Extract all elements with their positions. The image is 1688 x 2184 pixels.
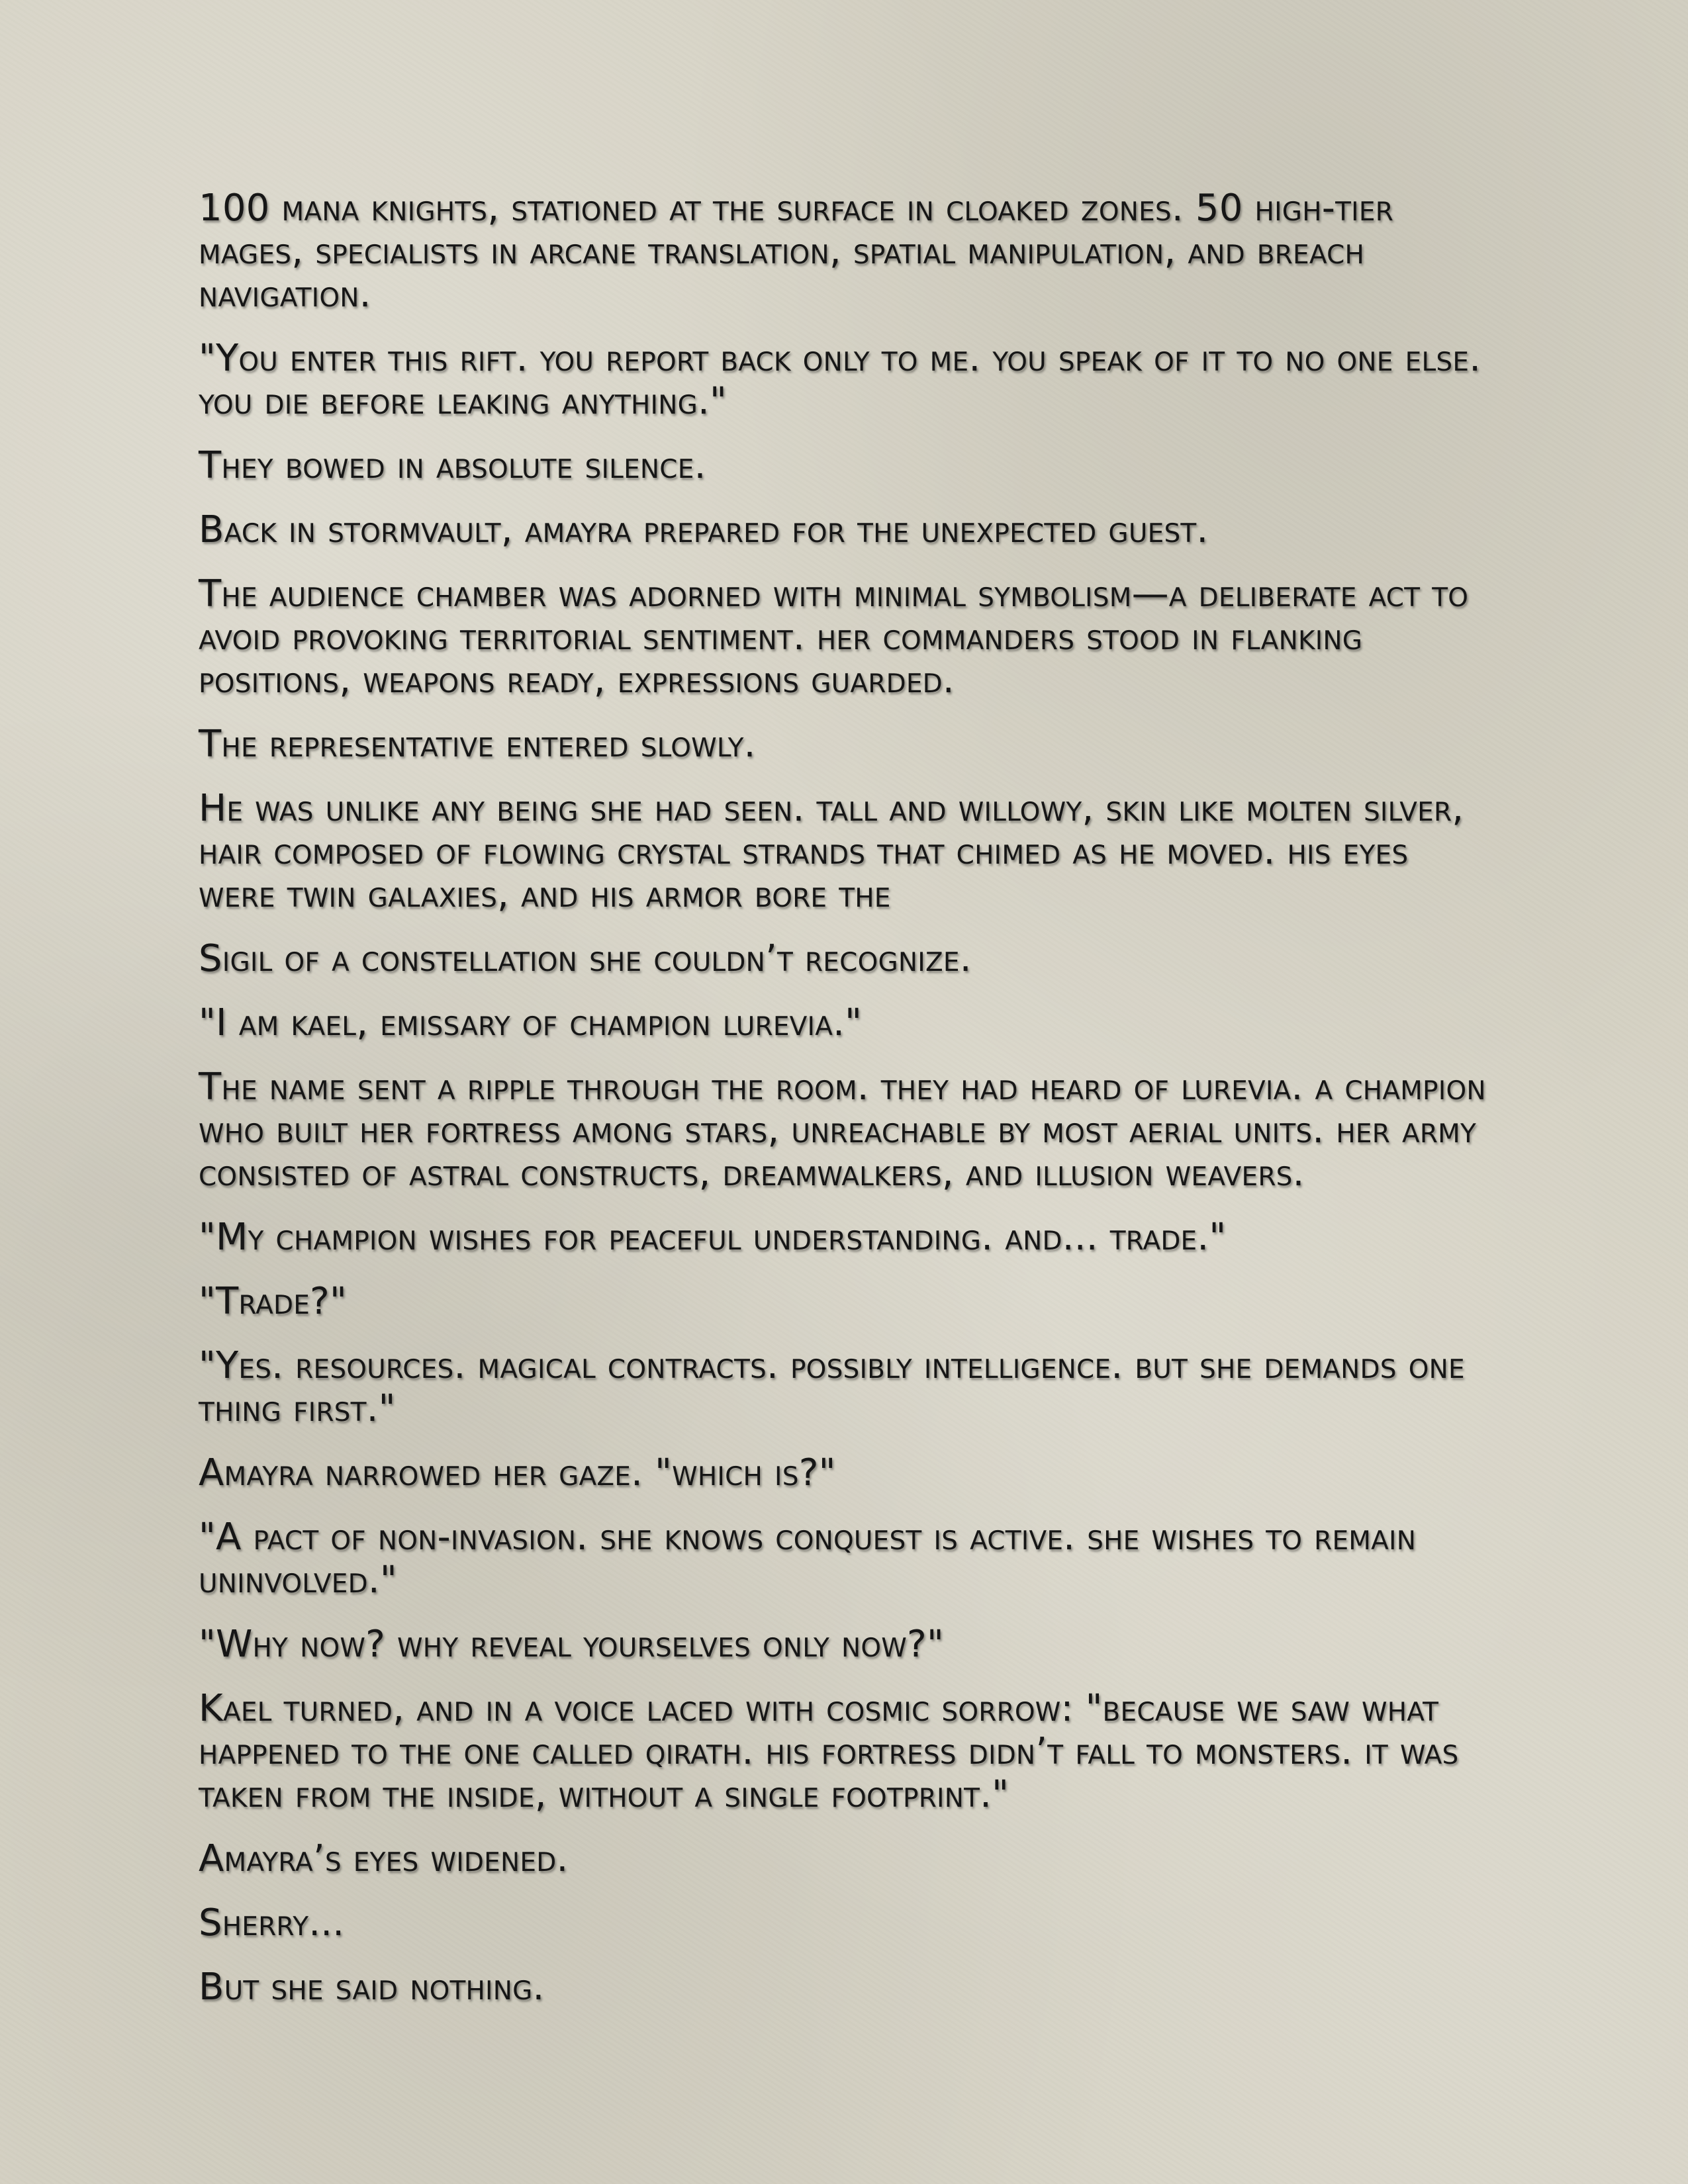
paragraph-19: Sherry...: [199, 1901, 345, 1944]
paragraph-13: "Yes. resources. magical contracts. possibly intelligence. but she demands one thing first.": [199, 1344, 1465, 1430]
paragraph-2: "You enter this rift. you report back only to me. you speak of it to no one else. you die before leaking anything.": [199, 337, 1481, 423]
paragraph-18: Amayra’s eyes widened.: [199, 1837, 569, 1880]
paragraph-9: "I am kael, emissary of champion lurevia.": [199, 1001, 863, 1044]
paragraph-15: "A pact of non-invasion. she knows conquest is active. she wishes to remain uninvolved.": [199, 1516, 1417, 1602]
paragraph-16: "Why now? why reveal yourselves only now?": [199, 1623, 944, 1666]
paragraph-6: The representative entered slowly.: [199, 723, 756, 766]
paragraph-7: He was unlike any being she had seen. tall and willowy, skin like molten silver, hair composed of flowing crystal strands that chimed as he moved. his eyes were twin galaxies, and his armor bore the: [199, 787, 1464, 916]
paragraph-12: "Trade?": [199, 1280, 347, 1323]
paragraph-11: "My champion wishes for peaceful understanding. and... trade.": [199, 1216, 1227, 1259]
paragraph-10: The name sent a ripple through the room. they had heard of lurevia. a champion who built her fortress among stars, unreachable by most aerial units. her army consisted of astral constructs, dreamwalkers, and illusion weavers.: [199, 1066, 1486, 1195]
paragraph-17: Kael turned, and in a voice laced with cosmic sorrow: "because we saw what happened to the one called qirath. his fortress didn’t fall to monsters. it was taken from the inside, without a single footprint.": [199, 1687, 1459, 1816]
paragraph-1: 100 mana knights, stationed at the surface in cloaked zones. 50 high-tier mages, specialists in arcane translation, spatial manipulation, and breach navigation.: [199, 187, 1393, 316]
paragraph-20: But she said nothing.: [199, 1966, 545, 2009]
paragraph-4: Back in stormvault, amayra prepared for the unexpected guest.: [199, 508, 1209, 551]
paragraph-8: Sigil of a constellation she couldn’t recognize.: [199, 937, 972, 980]
paragraph-14: Amayra narrowed her gaze. "which is?": [199, 1451, 836, 1494]
paragraph-3: They bowed in absolute silence.: [199, 444, 706, 487]
document-page: [199, 187, 1496, 2030]
paragraph-5: The audience chamber was adorned with minimal symbolism—a deliberate act to avoid provoking territorial sentiment. her commanders stood in flanking positions, weapons ready, expressions guarded.: [199, 572, 1469, 702]
